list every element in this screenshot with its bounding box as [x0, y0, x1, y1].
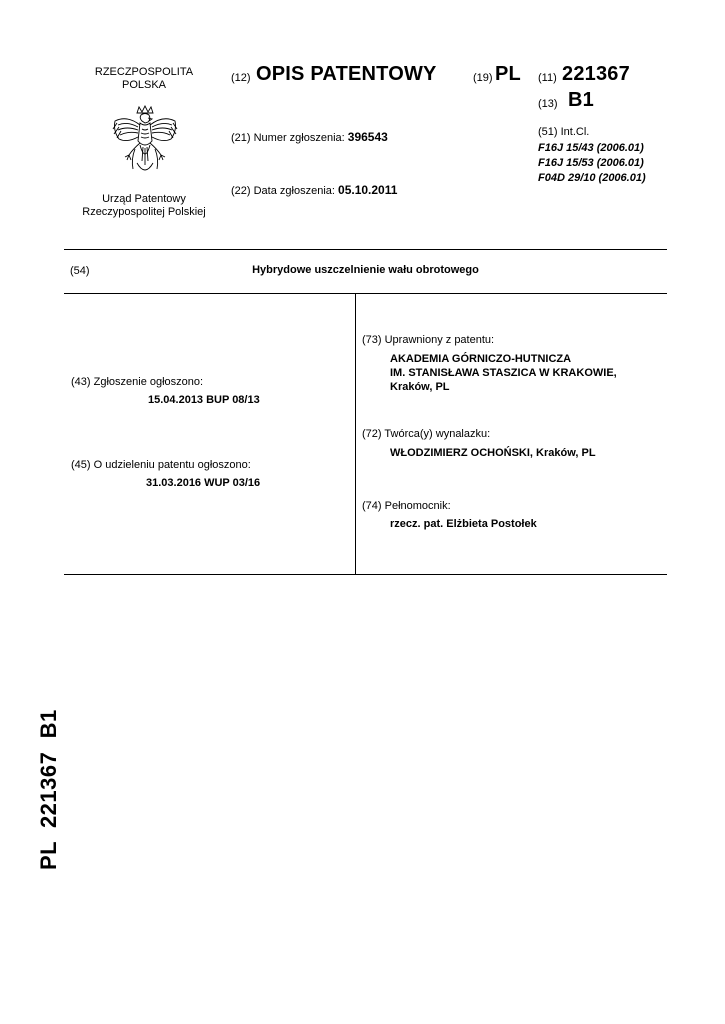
country-code: PL	[495, 63, 521, 85]
filing-date-label: (22) Data zgłoszenia:	[231, 185, 335, 197]
holder-line: Kraków, PL	[390, 381, 450, 393]
holder	[390, 352, 617, 394]
office-line-2: Rzeczypospolitej Polskiej	[82, 206, 206, 218]
holder-line: IM. STANISŁAWA STASZICA W KRAKOWIE,	[390, 367, 617, 379]
intcl-item: F16J 15/43 (2006.01)	[538, 142, 644, 154]
attorney-label: (74) Pełnomocnik:	[362, 500, 451, 512]
granted-value: 31.03.2016 WUP 03/16	[146, 477, 261, 489]
holder-line: AKADEMIA GÓRNICZO-HUTNICZA	[390, 353, 572, 365]
published-label: (43) Zgłoszenie ogłoszono:	[71, 376, 204, 388]
title-label: (54)	[70, 265, 90, 277]
inventor: WŁODZIMIERZ OCHOŃSKI, Kraków, PL	[390, 447, 596, 459]
invention-title: Hybrydowe uszczelnienie wału obrotowego	[252, 264, 479, 276]
intcl-label: (51) Int.Cl.	[538, 126, 590, 138]
application-number-label: (21) Numer zgłoszenia:	[231, 132, 345, 144]
attorney: rzecz. pat. Elżbieta Postołek	[390, 518, 537, 530]
country-name	[80, 66, 208, 92]
office-line-1: Urząd Patentowy	[102, 193, 186, 205]
polish-eagle-emblem-icon	[107, 103, 183, 181]
patent-office-name	[70, 193, 218, 219]
country-line-1: RZECZPOSPOLITA	[94, 66, 194, 78]
doc-type-code: (12)	[231, 72, 251, 84]
published-value: 15.04.2013 BUP 08/13	[148, 394, 260, 406]
holder-label: (73) Uprawniony z patentu:	[362, 334, 495, 346]
side-patent-label: PL 221367 B1	[36, 709, 61, 870]
filing-date: 05.10.2011	[338, 183, 398, 197]
kind-code: B1	[568, 89, 594, 111]
column-divider	[355, 294, 356, 575]
doc-type-title: OPIS PATENTOWY	[256, 63, 437, 85]
intcl-item: F16J 15/53 (2006.01)	[538, 157, 644, 169]
divider-title	[64, 293, 667, 294]
granted-label: (45) O udzieleniu patentu ogłoszono:	[71, 459, 251, 471]
filing-date-row	[231, 183, 397, 197]
country-line-2: POLSKA	[121, 79, 167, 91]
country-code-label: (19)	[473, 72, 493, 84]
patent-number: 221367	[562, 63, 630, 85]
kind-code-label: (13)	[538, 98, 558, 110]
divider-bottom	[64, 574, 667, 575]
application-number-row	[231, 130, 388, 144]
inventor-label: (72) Twórca(y) wynalazku:	[362, 428, 491, 440]
divider-top	[64, 249, 667, 250]
intcl-item: F04D 29/10 (2006.01)	[538, 172, 646, 184]
patent-number-label: (11)	[538, 72, 557, 84]
application-number: 396543	[347, 130, 388, 144]
intcl-list	[538, 141, 646, 186]
